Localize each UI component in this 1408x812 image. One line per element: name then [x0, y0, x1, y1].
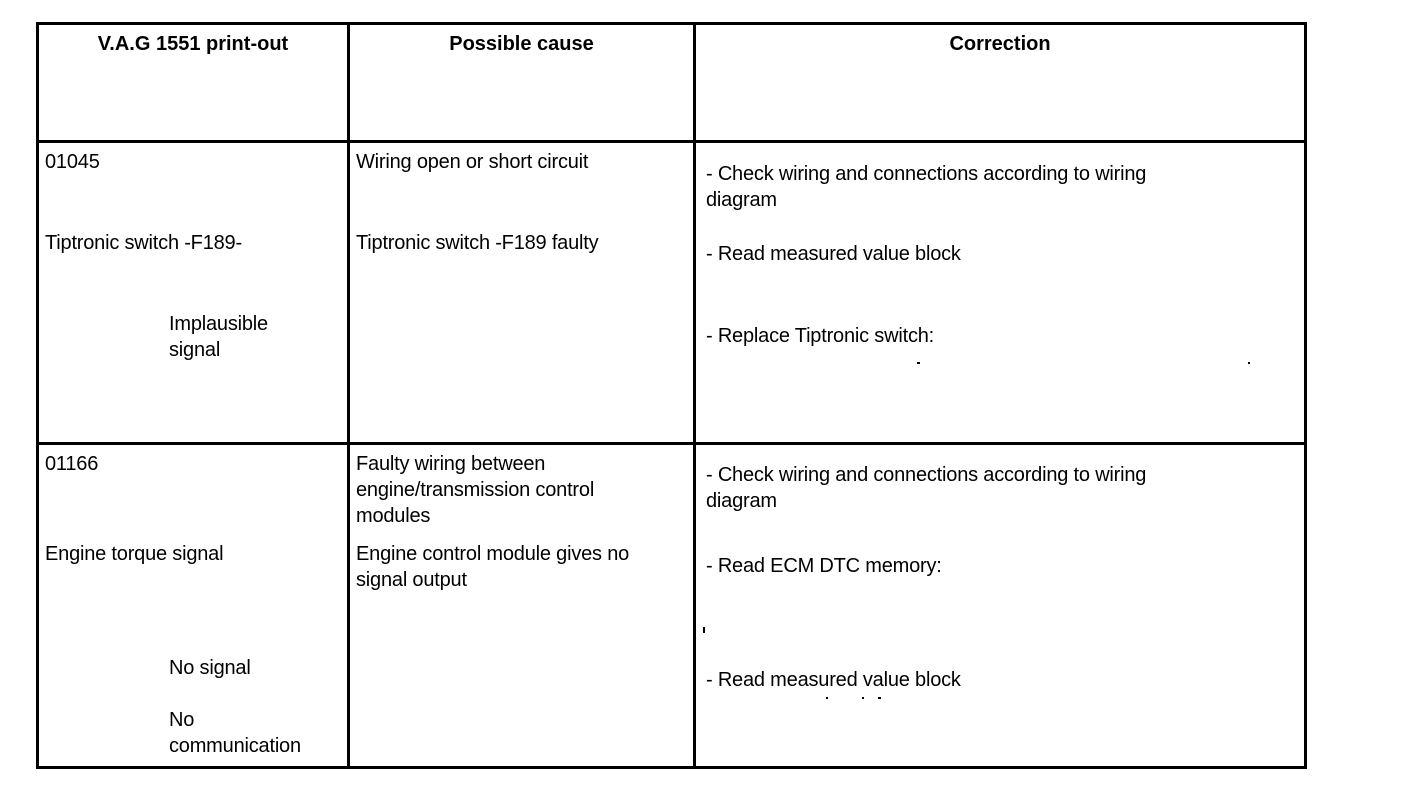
- symptom-line: Implausible: [169, 313, 268, 335]
- scan-speck: [1248, 362, 1250, 364]
- symptom-line: signal: [169, 339, 221, 361]
- correction-step: - Read measured value block: [706, 243, 961, 265]
- symptom-line: No: [169, 709, 195, 731]
- scan-speck: [917, 362, 920, 364]
- column-divider-2: [693, 22, 696, 769]
- cause-line: engine/transmission control: [356, 479, 595, 501]
- possible-cause: Wiring open or short circuit: [356, 151, 589, 173]
- correction-line: diagram: [706, 189, 777, 211]
- cause-line: Faulty wiring between: [356, 453, 546, 475]
- symptom-line: communication: [169, 735, 301, 757]
- scan-speck: [878, 697, 881, 699]
- cause-line: modules: [356, 505, 431, 527]
- possible-cause: Tiptronic switch -F189 faulty: [356, 232, 599, 254]
- correction-step: - Replace Tiptronic switch:: [706, 325, 935, 347]
- component-name: Engine torque signal: [45, 543, 224, 565]
- row-divider-header: [36, 140, 1307, 143]
- header-correction: Correction: [949, 33, 1051, 55]
- symptom: No signal: [169, 657, 251, 679]
- header-printout: V.A.G 1551 print-out: [97, 33, 289, 55]
- correction-step: - Read ECM DTC memory:: [706, 555, 942, 577]
- row-divider-1: [36, 442, 1307, 445]
- correction-step: - Read measured value block: [706, 669, 961, 691]
- header-possible-cause: Possible cause: [449, 33, 594, 55]
- fault-code: 01045: [45, 151, 100, 173]
- correction-line: diagram: [706, 490, 777, 512]
- correction-line: - Check wiring and connections according to wiring: [706, 464, 1147, 486]
- cause-line: signal output: [356, 569, 467, 591]
- correction-line: - Check wiring and connections according to wiring: [706, 163, 1147, 185]
- component-name: Tiptronic switch -F189-: [45, 232, 242, 254]
- column-divider-1: [347, 22, 350, 769]
- scan-speck: [826, 697, 828, 699]
- cause-line: Engine control module gives no: [356, 543, 630, 565]
- scan-speck: [703, 627, 705, 633]
- fault-code: 01166: [45, 453, 99, 475]
- scan-speck: [862, 697, 864, 699]
